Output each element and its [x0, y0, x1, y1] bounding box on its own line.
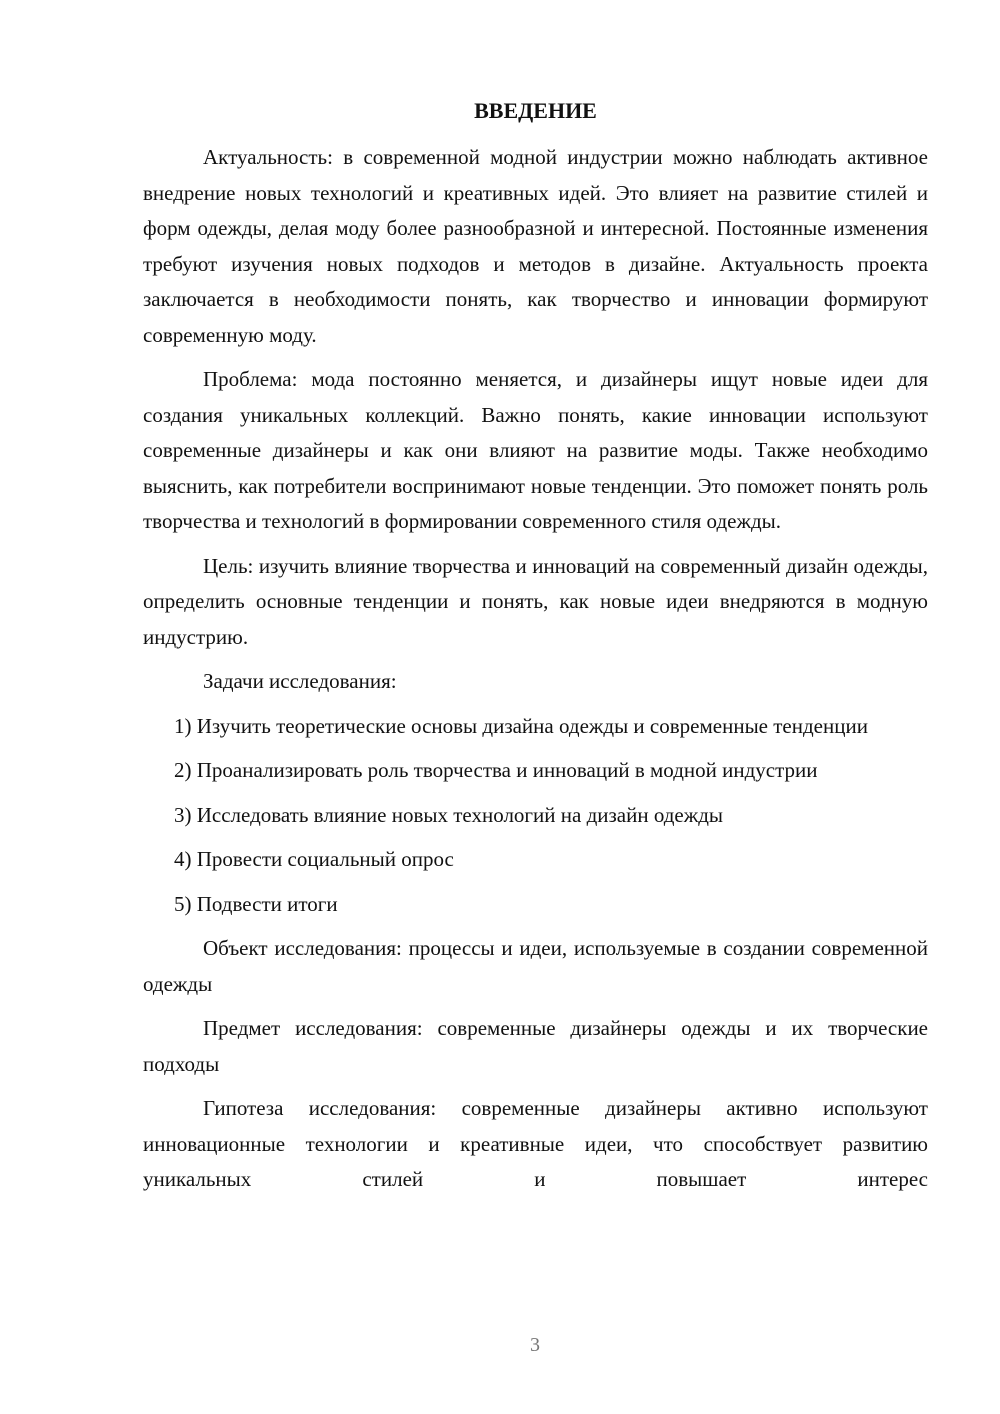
list-item: 5) Подвести итоги	[174, 891, 338, 916]
paragraph-subject: Предмет исследования: современные дизайнеры одежды и их творческие подходы	[143, 1016, 928, 1076]
tasks-heading: Задачи исследования:	[203, 669, 397, 693]
list-item: 3) Исследовать влияние новых технологий на дизайн одежды	[174, 802, 724, 827]
paragraph-goal: Цель: изучить влияние творчества и инноваций на современный дизайн одежды, определить основные тенденции и понять, как новые идеи внедряются в модную индустрию.	[143, 553, 928, 649]
document-page	[143, 96, 928, 1207]
page-number: 3	[530, 1334, 540, 1356]
tasks-list	[143, 709, 928, 923]
paragraph-relevance: Актуальность: в современной модной индустрии можно наблюдать активное внедрение новых технологий и креативных идей. Это влияет на развитие стилей и форм одежды, делая моду более разнообразной и интересной. Постоянные изменения требуют изучения новых подходов и методов в дизайне. Актуальность проекта заключается в необходимости понять, как творчество и инновации формируют современную моду.	[143, 145, 928, 347]
list-item: 2) Проанализировать роль творчества и инноваций в модной индустрии	[174, 758, 818, 782]
page-title: ВВЕДЕНИЕ	[474, 98, 597, 123]
paragraph-problem: Проблема: мода постоянно меняется, и дизайнеры ищут новые идеи для создания уникальных коллекций. Важно понять, какие инновации используют современные дизайнеры и как они влияют на развитие моды. Также необходимо выяснить, как потребители воспринимают новые тенденции. Это поможет понять роль творчества и технологий в формировании современного стиля одежды.	[143, 367, 928, 533]
paragraph-hypothesis: Гипотеза исследования: современные дизайнеры активно используют инновационные технологии и креативные идеи, что способствует развитию уникальных стилей и повышает интерес	[143, 1096, 928, 1191]
list-item: 4) Провести социальный опрос	[174, 847, 454, 871]
list-item: 1) Изучить теоретические основы дизайна одежды и современные тенденции	[174, 713, 868, 738]
paragraph-object: Объект исследования: процессы и идеи, используемые в создании современной одежды	[143, 936, 928, 996]
